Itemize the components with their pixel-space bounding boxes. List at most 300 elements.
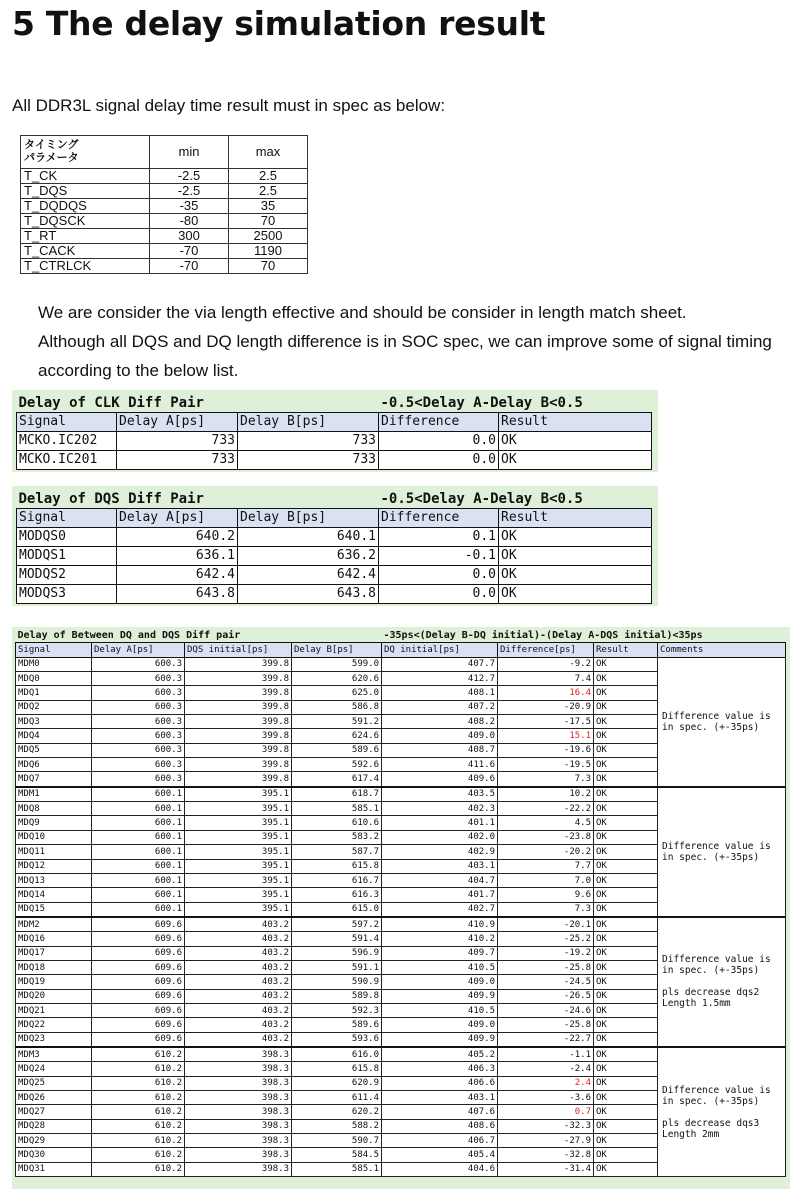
delay-a-cell: 610.2	[92, 1091, 185, 1105]
delay-b-cell: 620.6	[292, 672, 382, 686]
dqs-initial-cell: 398.3	[185, 1076, 292, 1090]
dqs-initial-cell: 403.2	[185, 975, 292, 989]
delay-b-cell: 587.7	[292, 845, 382, 859]
signal-cell: MDQ10	[16, 830, 92, 844]
clk-panel	[12, 390, 658, 472]
signal-cell: MDQ25	[16, 1076, 92, 1090]
clk-header-row	[17, 413, 652, 432]
table-row	[17, 566, 652, 585]
clk-table	[16, 394, 652, 470]
spec-param-name: T_DQSCK	[21, 214, 150, 229]
difference-cell: 0.7	[498, 1105, 594, 1119]
difference-cell: 7.3	[498, 772, 594, 787]
difference-cell: -24.6	[498, 1003, 594, 1017]
dqs-initial-cell: 398.3	[185, 1162, 292, 1176]
dq-initial-cell: 406.6	[382, 1076, 498, 1090]
result-cell: OK	[499, 432, 652, 451]
delay-b-cell: 642.4	[238, 566, 379, 585]
signal-cell: MODQS0	[17, 528, 117, 547]
dqs-initial-cell: 403.2	[185, 989, 292, 1003]
comment-cell	[658, 1047, 786, 1177]
result-cell: OK	[594, 787, 658, 802]
delay-b-cell: 590.9	[292, 975, 382, 989]
signal-cell: MDM2	[16, 917, 92, 932]
difference-cell: 0.0	[379, 432, 499, 451]
result-cell: OK	[594, 932, 658, 946]
col-header: Delay A[ps]	[117, 509, 238, 528]
signal-cell: MDQ13	[16, 873, 92, 887]
spec-min-value: -80	[150, 214, 229, 229]
result-cell: OK	[499, 528, 652, 547]
difference-cell: 0.0	[379, 585, 499, 604]
dqs-initial-cell: 399.8	[185, 700, 292, 714]
dqs-initial-cell: 395.1	[185, 802, 292, 816]
result-cell: OK	[594, 975, 658, 989]
spec-header-name-line1: タイミング	[24, 139, 79, 151]
delay-a-cell: 610.2	[92, 1047, 185, 1062]
delay-a-cell: 642.4	[117, 566, 238, 585]
dqs-panel	[12, 486, 658, 606]
dq-initial-cell: 403.5	[382, 787, 498, 802]
signal-cell: MDQ21	[16, 1003, 92, 1017]
delay-a-cell: 610.2	[92, 1076, 185, 1090]
col-header: Delay A[ps]	[92, 643, 185, 657]
signal-cell: MDQ0	[16, 672, 92, 686]
dq-initial-cell: 402.3	[382, 802, 498, 816]
difference-cell: -3.6	[498, 1091, 594, 1105]
result-cell: OK	[594, 802, 658, 816]
clk-table-rule: -0.5<Delay A-Delay B<0.5	[380, 395, 583, 411]
dq-initial-cell: 409.9	[382, 1032, 498, 1047]
delay-b-cell: 586.8	[292, 700, 382, 714]
delay-a-cell: 609.6	[92, 1018, 185, 1032]
dq-initial-cell: 405.4	[382, 1148, 498, 1162]
signal-cell: MDQ29	[16, 1134, 92, 1148]
difference-cell: 7.0	[498, 873, 594, 887]
comment-line: in spec. (+-35ps)	[662, 965, 760, 977]
dqs-initial-cell: 399.8	[185, 715, 292, 729]
comment-cell	[658, 657, 786, 787]
delay-b-cell: 588.2	[292, 1119, 382, 1133]
difference-cell: -1.1	[498, 1047, 594, 1062]
delay-a-cell: 600.1	[92, 845, 185, 859]
difference-cell: -25.8	[498, 1018, 594, 1032]
dq-title-row	[16, 629, 786, 643]
delay-a-cell: 600.3	[92, 729, 185, 743]
signal-cell: MDQ15	[16, 902, 92, 917]
result-cell: OK	[594, 657, 658, 671]
result-cell: OK	[594, 917, 658, 932]
delay-a-cell: 600.1	[92, 802, 185, 816]
signal-cell: MCKO.IC201	[17, 451, 117, 470]
signal-cell: MDQ28	[16, 1119, 92, 1133]
dqs-initial-cell: 395.1	[185, 787, 292, 802]
dq-initial-cell: 410.2	[382, 932, 498, 946]
result-cell: OK	[594, 960, 658, 974]
spec-min-value: -35	[150, 199, 229, 214]
delay-b-cell: 593.6	[292, 1032, 382, 1047]
table-row	[16, 657, 786, 671]
difference-cell: 7.3	[498, 902, 594, 917]
comment-line	[662, 1107, 783, 1118]
signal-cell: MDM0	[16, 657, 92, 671]
spec-max-value: 2.5	[229, 184, 308, 199]
dq-initial-cell: 411.6	[382, 758, 498, 772]
comment-line: Difference value is	[662, 840, 771, 852]
result-cell: OK	[594, 1032, 658, 1047]
dq-initial-cell: 409.0	[382, 975, 498, 989]
spec-max-value: 2500	[229, 229, 308, 244]
dqs-initial-cell: 395.1	[185, 816, 292, 830]
difference-cell: -20.2	[498, 845, 594, 859]
delay-a-cell: 600.1	[92, 787, 185, 802]
delay-b-cell: 615.0	[292, 902, 382, 917]
delay-b-cell: 585.1	[292, 802, 382, 816]
delay-a-cell: 609.6	[92, 960, 185, 974]
difference-cell: -25.8	[498, 960, 594, 974]
delay-b-cell: 617.4	[292, 772, 382, 787]
signal-cell: MCKO.IC202	[17, 432, 117, 451]
delay-a-cell: 609.6	[92, 932, 185, 946]
delay-a-cell: 609.6	[92, 975, 185, 989]
difference-cell: 9.6	[498, 888, 594, 902]
dq-table-rule: -35ps<(Delay B-DQ initial)-(Delay A-DQS initial)<35ps	[383, 629, 703, 641]
spec-header-name	[21, 136, 150, 169]
difference-cell: -26.5	[498, 989, 594, 1003]
spec-row	[21, 199, 308, 214]
signal-cell: MODQS1	[17, 547, 117, 566]
spec-param-name: T_CK	[21, 169, 150, 184]
signal-cell: MDQ16	[16, 932, 92, 946]
col-header: Delay B[ps]	[238, 509, 379, 528]
signal-cell: MDQ12	[16, 859, 92, 873]
spec-header-min: min	[150, 136, 229, 169]
result-cell: OK	[594, 1091, 658, 1105]
result-cell: OK	[594, 743, 658, 757]
difference-cell: -19.2	[498, 946, 594, 960]
difference-cell: -32.8	[498, 1148, 594, 1162]
dq-initial-cell: 404.6	[382, 1162, 498, 1176]
dqs-initial-cell: 398.3	[185, 1062, 292, 1076]
difference-cell: 16.4	[498, 686, 594, 700]
delay-b-cell: 610.6	[292, 816, 382, 830]
table-row	[17, 451, 652, 470]
spec-row	[21, 184, 308, 199]
result-cell: OK	[594, 1062, 658, 1076]
comment-line: pls decrease dqs2	[662, 987, 760, 999]
dq-initial-cell: 410.5	[382, 1003, 498, 1017]
dq-initial-cell: 408.1	[382, 686, 498, 700]
result-cell: OK	[594, 946, 658, 960]
paragraph	[38, 298, 798, 385]
col-header: Delay B[ps]	[292, 643, 382, 657]
delay-a-cell: 733	[117, 451, 238, 470]
col-header: DQS initial[ps]	[185, 643, 292, 657]
delay-a-cell: 610.2	[92, 1119, 185, 1133]
dqs-table	[16, 490, 652, 604]
delay-b-cell: 589.6	[292, 743, 382, 757]
dq-initial-cell: 407.7	[382, 657, 498, 671]
delay-b-cell: 583.2	[292, 830, 382, 844]
signal-cell: MDQ17	[16, 946, 92, 960]
signal-cell: MDQ19	[16, 975, 92, 989]
delay-a-cell: 600.3	[92, 743, 185, 757]
col-header: Delay B[ps]	[238, 413, 379, 432]
dq-panel	[12, 627, 790, 1189]
signal-cell: MDM3	[16, 1047, 92, 1062]
spec-param-name: T_CTRLCK	[21, 259, 150, 274]
delay-a-cell: 636.1	[117, 547, 238, 566]
dqs-initial-cell: 399.8	[185, 772, 292, 787]
col-header: Signal	[17, 509, 117, 528]
delay-b-cell: 616.3	[292, 888, 382, 902]
spec-header-name-line2: パラメータ	[24, 152, 79, 164]
spec-min-value: -70	[150, 259, 229, 274]
result-cell: OK	[499, 451, 652, 470]
signal-cell: MDQ8	[16, 802, 92, 816]
spec-header-max: max	[229, 136, 308, 169]
delay-a-cell: 609.6	[92, 917, 185, 932]
delay-a-cell: 609.6	[92, 946, 185, 960]
timing-spec-table	[20, 135, 308, 274]
result-cell: OK	[594, 758, 658, 772]
difference-cell: -23.8	[498, 830, 594, 844]
dq-initial-cell: 402.9	[382, 845, 498, 859]
dq-initial-cell: 410.9	[382, 917, 498, 932]
result-cell: OK	[594, 1018, 658, 1032]
dq-initial-cell: 408.6	[382, 1119, 498, 1133]
difference-cell: -31.4	[498, 1162, 594, 1176]
delay-a-cell: 600.3	[92, 772, 185, 787]
delay-b-cell: 592.3	[292, 1003, 382, 1017]
spec-min-value: 300	[150, 229, 229, 244]
difference-cell: -19.6	[498, 743, 594, 757]
delay-a-cell: 610.2	[92, 1062, 185, 1076]
dqs-initial-cell: 403.2	[185, 917, 292, 932]
delay-a-cell: 640.2	[117, 528, 238, 547]
col-header: Difference	[379, 509, 499, 528]
delay-b-cell: 620.2	[292, 1105, 382, 1119]
difference-cell: 2.4	[498, 1076, 594, 1090]
delay-b-cell: 615.8	[292, 859, 382, 873]
signal-cell: MDQ24	[16, 1062, 92, 1076]
dqs-initial-cell: 395.1	[185, 859, 292, 873]
dq-header-row	[16, 643, 786, 657]
delay-a-cell: 600.1	[92, 873, 185, 887]
spec-row	[21, 214, 308, 229]
result-cell: OK	[594, 989, 658, 1003]
table-row	[16, 787, 786, 802]
dqs-initial-cell: 398.3	[185, 1134, 292, 1148]
delay-b-cell: 616.0	[292, 1047, 382, 1062]
delay-b-cell: 590.7	[292, 1134, 382, 1148]
dqs-initial-cell: 398.3	[185, 1148, 292, 1162]
dq-table	[15, 629, 786, 1177]
delay-a-cell: 600.1	[92, 859, 185, 873]
comment-line: in spec. (+-35ps)	[662, 1095, 760, 1107]
signal-cell: MDQ9	[16, 816, 92, 830]
dqs-initial-cell: 399.8	[185, 758, 292, 772]
difference-cell: -19.5	[498, 758, 594, 772]
spec-param-name: T_DQS	[21, 184, 150, 199]
dqs-initial-cell: 403.2	[185, 960, 292, 974]
delay-b-cell: 640.1	[238, 528, 379, 547]
result-cell: OK	[594, 1076, 658, 1090]
comment-line: Difference value is	[662, 710, 771, 722]
col-header: Comments	[658, 643, 786, 657]
spec-max-value: 70	[229, 259, 308, 274]
spec-min-value: -2.5	[150, 184, 229, 199]
comment-line: Length 2mm	[662, 1128, 720, 1140]
delay-a-cell: 610.2	[92, 1162, 185, 1176]
dqs-initial-cell: 398.3	[185, 1105, 292, 1119]
dq-initial-cell: 409.7	[382, 946, 498, 960]
delay-a-cell: 600.3	[92, 672, 185, 686]
delay-b-cell: 625.0	[292, 686, 382, 700]
dq-initial-cell: 408.7	[382, 743, 498, 757]
difference-cell: -22.7	[498, 1032, 594, 1047]
col-header: Signal	[17, 413, 117, 432]
difference-cell: -2.4	[498, 1062, 594, 1076]
page-title: 5 The delay simulation result	[12, 4, 546, 43]
difference-cell: -25.2	[498, 932, 594, 946]
signal-cell: MODQS3	[17, 585, 117, 604]
result-cell: OK	[594, 1148, 658, 1162]
result-cell: OK	[594, 715, 658, 729]
signal-cell: MDQ30	[16, 1148, 92, 1162]
delay-b-cell: 616.7	[292, 873, 382, 887]
result-cell: OK	[594, 859, 658, 873]
col-header: Delay A[ps]	[117, 413, 238, 432]
spec-param-name: T_DQDQS	[21, 199, 150, 214]
result-cell: OK	[499, 566, 652, 585]
dq-initial-cell: 401.1	[382, 816, 498, 830]
delay-a-cell: 600.1	[92, 830, 185, 844]
difference-cell: -27.9	[498, 1134, 594, 1148]
difference-cell: 0.0	[379, 451, 499, 470]
delay-b-cell: 589.8	[292, 989, 382, 1003]
difference-cell: 0.0	[379, 566, 499, 585]
dqs-initial-cell: 403.2	[185, 1018, 292, 1032]
delay-a-cell: 600.1	[92, 816, 185, 830]
signal-cell: MDQ27	[16, 1105, 92, 1119]
delay-b-cell: 584.5	[292, 1148, 382, 1162]
dq-initial-cell: 408.2	[382, 715, 498, 729]
paragraph-line: We are consider the via length effective and should be consider in length match sheet.	[38, 303, 687, 322]
spec-min-value: -2.5	[150, 169, 229, 184]
col-header: Result	[499, 413, 652, 432]
signal-cell: MDQ11	[16, 845, 92, 859]
dq-initial-cell: 409.0	[382, 1018, 498, 1032]
table-row	[17, 432, 652, 451]
spec-row	[21, 259, 308, 274]
col-header: Result	[499, 509, 652, 528]
dqs-table-title: Delay of DQS Diff Pair	[18, 491, 204, 507]
dqs-initial-cell: 398.3	[185, 1091, 292, 1105]
dqs-initial-cell: 395.1	[185, 845, 292, 859]
dq-initial-cell: 402.7	[382, 902, 498, 917]
dq-initial-cell: 412.7	[382, 672, 498, 686]
delay-b-cell: 636.2	[238, 547, 379, 566]
difference-cell: -20.9	[498, 700, 594, 714]
dqs-initial-cell: 403.2	[185, 1003, 292, 1017]
signal-cell: MODQS2	[17, 566, 117, 585]
result-cell: OK	[594, 845, 658, 859]
clk-title-row	[17, 394, 652, 413]
comment-line: Length 1.5mm	[662, 998, 731, 1010]
dq-initial-cell: 409.0	[382, 729, 498, 743]
dq-initial-cell: 402.0	[382, 830, 498, 844]
delay-b-cell: 592.6	[292, 758, 382, 772]
spec-param-name: T_RT	[21, 229, 150, 244]
delay-b-cell: 585.1	[292, 1162, 382, 1176]
dqs-initial-cell: 399.8	[185, 686, 292, 700]
result-cell: OK	[594, 1003, 658, 1017]
delay-a-cell: 733	[117, 432, 238, 451]
result-cell: OK	[594, 888, 658, 902]
signal-cell: MDQ22	[16, 1018, 92, 1032]
delay-b-cell: 615.8	[292, 1062, 382, 1076]
comment-line: pls decrease dqs3	[662, 1117, 760, 1129]
signal-cell: MDM1	[16, 787, 92, 802]
delay-a-cell: 609.6	[92, 1032, 185, 1047]
result-cell: OK	[594, 873, 658, 887]
difference-cell: 15.1	[498, 729, 594, 743]
spec-row	[21, 169, 308, 184]
dqs-initial-cell: 399.8	[185, 743, 292, 757]
result-cell: OK	[594, 729, 658, 743]
col-header: Result	[594, 643, 658, 657]
table-row	[17, 585, 652, 604]
delay-a-cell: 600.3	[92, 657, 185, 671]
spec-max-value: 2.5	[229, 169, 308, 184]
dqs-initial-cell: 399.8	[185, 672, 292, 686]
delay-b-cell: 620.9	[292, 1076, 382, 1090]
signal-cell: MDQ1	[16, 686, 92, 700]
delay-a-cell: 610.2	[92, 1105, 185, 1119]
col-header: Difference	[379, 413, 499, 432]
signal-cell: MDQ14	[16, 888, 92, 902]
result-cell: OK	[594, 1134, 658, 1148]
difference-cell: 7.7	[498, 859, 594, 873]
result-cell: OK	[499, 585, 652, 604]
difference-cell: -20.1	[498, 917, 594, 932]
delay-b-cell: 599.0	[292, 657, 382, 671]
delay-a-cell: 600.1	[92, 888, 185, 902]
delay-a-cell: 643.8	[117, 585, 238, 604]
comment-line: in spec. (+-35ps)	[662, 851, 760, 863]
dq-initial-cell: 404.7	[382, 873, 498, 887]
difference-cell: -9.2	[498, 657, 594, 671]
table-row	[17, 547, 652, 566]
dqs-initial-cell: 398.3	[185, 1119, 292, 1133]
comment-cell	[658, 787, 786, 917]
signal-cell: MDQ7	[16, 772, 92, 787]
comment-line	[662, 976, 783, 987]
comment-line: Difference value is	[662, 954, 771, 966]
result-cell: OK	[594, 1119, 658, 1133]
spec-max-value: 70	[229, 214, 308, 229]
dq-initial-cell: 406.7	[382, 1134, 498, 1148]
paragraph-line: Although all DQS and DQ length difference is in SOC spec, we can improve some of signal timing	[38, 332, 772, 351]
result-cell: OK	[594, 816, 658, 830]
difference-cell: 10.2	[498, 787, 594, 802]
dq-initial-cell: 403.1	[382, 1091, 498, 1105]
difference-cell: -17.5	[498, 715, 594, 729]
difference-cell: 0.1	[379, 528, 499, 547]
intro-text: All DDR3L signal delay time result must in spec as below:	[12, 96, 446, 115]
spec-max-value: 35	[229, 199, 308, 214]
